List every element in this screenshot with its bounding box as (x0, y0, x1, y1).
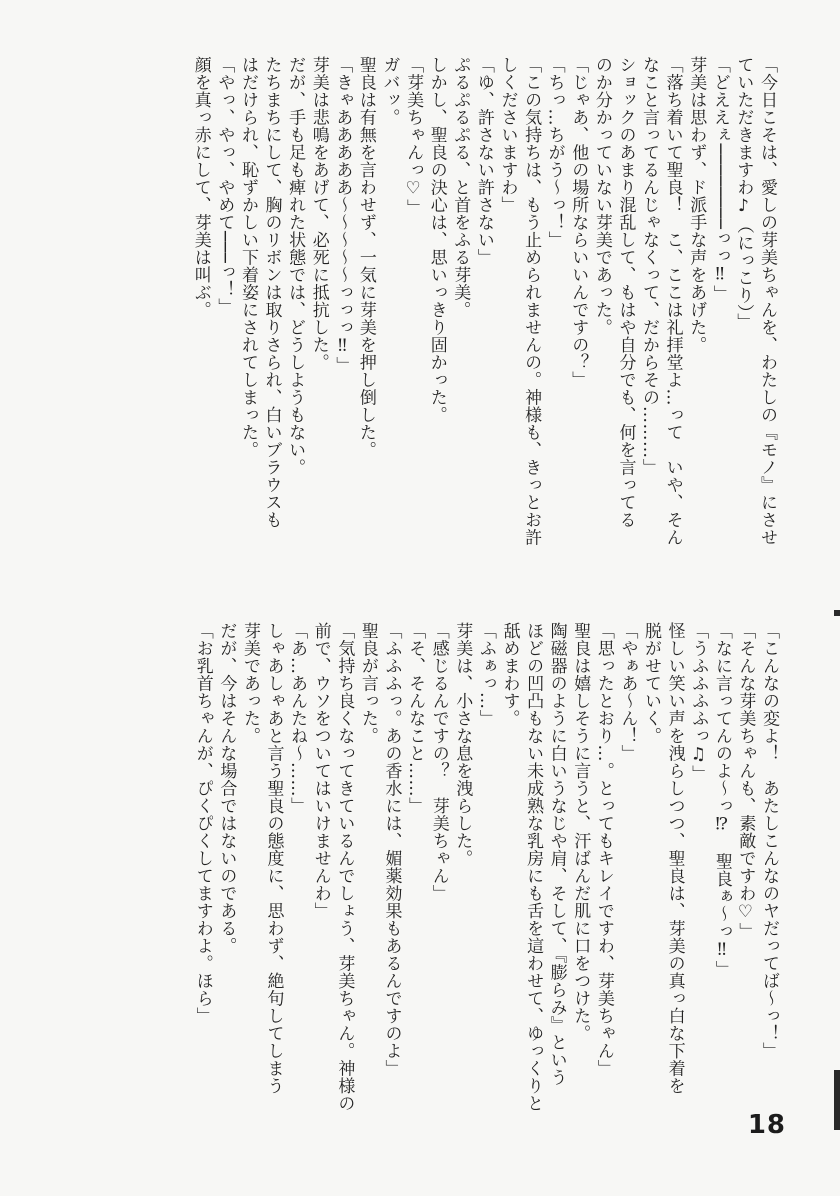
text-line: 「きゃあああああ〜〜〜〜〜っっっ‼」 (332, 56, 353, 374)
text-line: 聖良が言った。 (357, 622, 378, 745)
text-line: しくださいますわ」 (497, 56, 518, 214)
scan-edge-mark (834, 610, 840, 616)
text-line: 「思ったとおり…。とってもキレイですわ、芽美ちゃん」 (593, 622, 614, 1077)
text-line: 「そんな芽美ちゃんも、素敵ですわ♡」 (735, 622, 756, 940)
text-line: 「芽美ちゃんっ♡」 (403, 56, 424, 217)
text-line: しゃあしゃあと言う聖良の態度に、思わず、絶句してしまう (263, 622, 284, 1095)
text-line: 「こんなの変よ！ あたしこんなのヤだってば〜っ！」 (759, 622, 779, 1060)
text-line: 「今日こそは、愛しの芽美ちゃんを、わたしの『モノ』にさせ (757, 56, 777, 546)
text-line: 「そ、そんなこと……」 (405, 622, 426, 815)
text-line: 「感じるんですの？ 芽美ちゃん」 (428, 622, 449, 902)
text-line: 舐めまわす。 (499, 622, 520, 727)
text-line: のか分かっていない芽美であった。 (591, 56, 612, 336)
text-line: 「うふふふふっ♫」 (688, 622, 709, 783)
text-block-lower (192, 622, 780, 1112)
text-line: 「やぁあ〜ん！」 (617, 622, 638, 762)
text-line: 聖良は有無を言わせず、一気に芽美を押し倒した。 (355, 56, 376, 459)
page-number: 18 (747, 1110, 786, 1140)
text-line: 「ふふふっ。あの香水には、媚薬効果もあるんですのよ」 (381, 622, 402, 1077)
text-line: 顔を真っ赤にして、芽美は叫ぶ。 (190, 56, 211, 319)
text-line: 「ちっ…ちがう〜っ！」 (544, 56, 565, 249)
text-line: 芽美は悲鳴をあげて、必死に抵抗した。 (308, 56, 329, 371)
text-line: 脱がせていく。 (641, 622, 662, 745)
text-line: 「落ち着いて聖良！ こ、ここは礼拝堂よ…って いや、そん (662, 56, 683, 546)
text-line: たちまちにして、胸のリボンは取りさられ、白いブラウスも (261, 56, 282, 529)
text-line: ショックのあまり混乱して、もはや自分でも、何を言ってる (615, 56, 636, 529)
text-line: ほどの凹凸もない未成熟な乳房にも舌を這わせて、ゆっくりと (523, 622, 544, 1112)
text-line: 「どええぇ────────っっ‼」 (709, 56, 730, 303)
text-line: 「気持ち良くなってきているんでしょう、芽美ちゃん。神様の (334, 622, 355, 1112)
text-line: ていただきますわ♪（にっこり）」 (733, 56, 754, 331)
text-line: だが、今はそんな場合ではないのである。 (216, 622, 237, 955)
text-line: 前で、ウソをついてはいけませんわ」 (310, 622, 331, 920)
text-line: 「やっ、やっ、やめて───っ！」 (214, 56, 235, 316)
text-line: 「お乳首ちゃんが、ぴくぴくしてますわよ。ほら」 (192, 622, 213, 1025)
text-line: 「ゆ、許さない許さない」 (473, 56, 494, 266)
text-line: だが、手も足も痺れた状態では、どうしようもない。 (285, 56, 306, 476)
text-line: 「この気持ちは、もう止められませんの。神様も、きっとお許 (521, 56, 542, 546)
text-line: 怪しい笑い声を洩らしつつ、聖良は、芽美の真っ白な下着を (664, 622, 685, 1095)
text-line: しかし、聖良の決心は、思いっきり固かった。 (426, 56, 447, 424)
text-line: 「なに言ってんのよ〜っ⁉ 聖良ぁ〜っ‼」 (711, 622, 732, 978)
text-line: 「あ…あんたね〜……」 (287, 622, 308, 815)
text-line: ガバッ。 (379, 56, 400, 126)
text-line: 芽美であった。 (239, 622, 260, 745)
text-block-upper (190, 56, 778, 576)
text-line: なこと言ってるんじゃなくって、だからその………」 (639, 56, 660, 476)
text-line: 聖良は嬉しそうに言うと、汗ばんだ肌に口をつけた。 (570, 622, 591, 1042)
text-line: 「ふぁっ…」 (475, 622, 496, 727)
text-line: 芽美は思わず、ド派手な声をあげた。 (686, 56, 707, 354)
text-line: ぷるぷるぷる、と首をふる芽美。 (450, 56, 471, 319)
text-line: 陶磁器のように白いうなじや肩、そして、『膨らみ』という (546, 622, 567, 1086)
text-line: 「じゃあ、他の場所ならいいんですの？」 (568, 56, 589, 389)
text-line: 芽美は、小さな息を洩らした。 (452, 622, 473, 867)
scan-edge-mark (834, 1070, 840, 1130)
text-line: はだけられ、恥ずかしい下着姿にされてしまった。 (237, 56, 258, 459)
